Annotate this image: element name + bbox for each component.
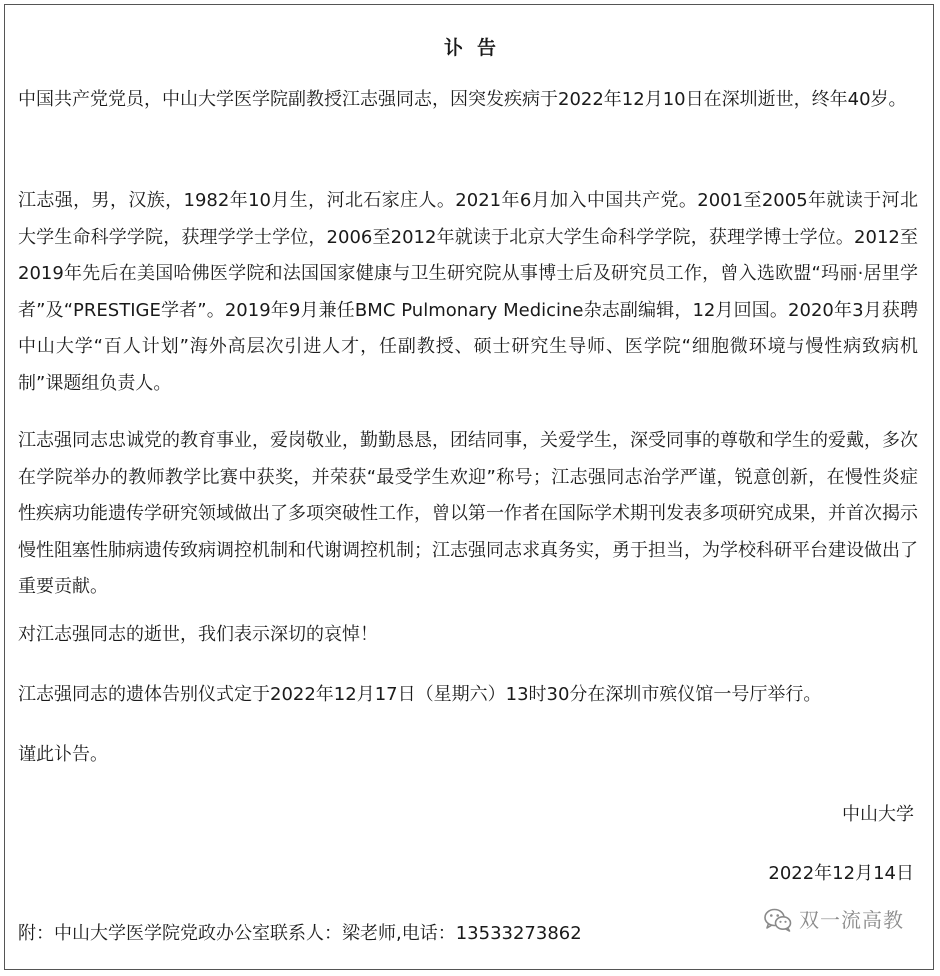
paragraph-text: 谨此讣告。 — [18, 744, 108, 765]
wechat-icon — [763, 907, 793, 933]
notice-paragraph-1 — [18, 82, 918, 119]
watermark — [763, 906, 904, 934]
notice-paragraph-2 — [18, 183, 918, 402]
notice-paragraph-3 — [18, 423, 918, 606]
signature-date: 2022年12月14日 — [768, 863, 914, 884]
paragraph-text: 江志强同志忠诚党的教育事业，爱岗敬业，勤勤恳恳，团结同事，关爱学生，深受同事的尊敬和学生的爱戴，多次在学院举办的教师教学比赛中获奖，并荣获“最受学生欢迎”称号；江志强同志治学严谨，锐意创新，在慢性炎症性疾病功能遗传学研究领域做出了多项突破性工作，曾以第一作者在国际学术期刊发表多项研究成果，并首次揭示慢性阻塞性肺病遗传致病调控机制和代谢调控机制；江志强同志求真务实，勇于担当，为学校科研平台建设做出了重要贡献。 — [18, 430, 918, 597]
paragraph-text: 对江志强同志的逝世，我们表示深切的哀悼！ — [18, 624, 378, 645]
notice-paragraph-4 — [18, 617, 918, 654]
paragraph-text: 江志强，男，汉族，1982年10月生，河北石家庄人。2021年6月加入中国共产党。2001至2005年就读于河北大学生命科学学院，获理学学士学位，2006至2012年就读于北京大学生命科学学院，获理学博士学位。2012至2019年先后在美国哈佛医学院和法国国家健康与卫生研究院从事博士后及研究员工作，曾入选欧盟“玛丽·居里学者”及“PRESTIGE学者”。2019年9月兼任BMC Pulmonary Medicine杂志副编辑，12月回国。2020年3月获聘中山大学“百人计划”海外高层次引进人才，任副教授、硕士研究生导师、医学院“细胞微环境与慢性病致病机制”课题组负责人。 — [18, 190, 918, 394]
notice-paragraph-6 — [18, 737, 918, 774]
contact-footer: 附：中山大学医学院党政办公室联系人：梁老师,电话：13533273862 — [18, 923, 582, 944]
notice-title: 讣告 — [443, 37, 510, 59]
notice-paragraph-5 — [18, 677, 918, 714]
signature-organization: 中山大学 — [842, 804, 914, 825]
watermark-text: 双一流高教 — [799, 908, 904, 932]
paragraph-text: 江志强同志的遗体告别仪式定于2022年12月17日（星期六）13时30分在深圳市殡仪馆一号厅举行。 — [18, 684, 822, 705]
paragraph-text: 中国共产党党员，中山大学医学院副教授江志强同志，因突发疾病于2022年12月10日在深圳逝世，终年40岁。 — [18, 89, 907, 110]
